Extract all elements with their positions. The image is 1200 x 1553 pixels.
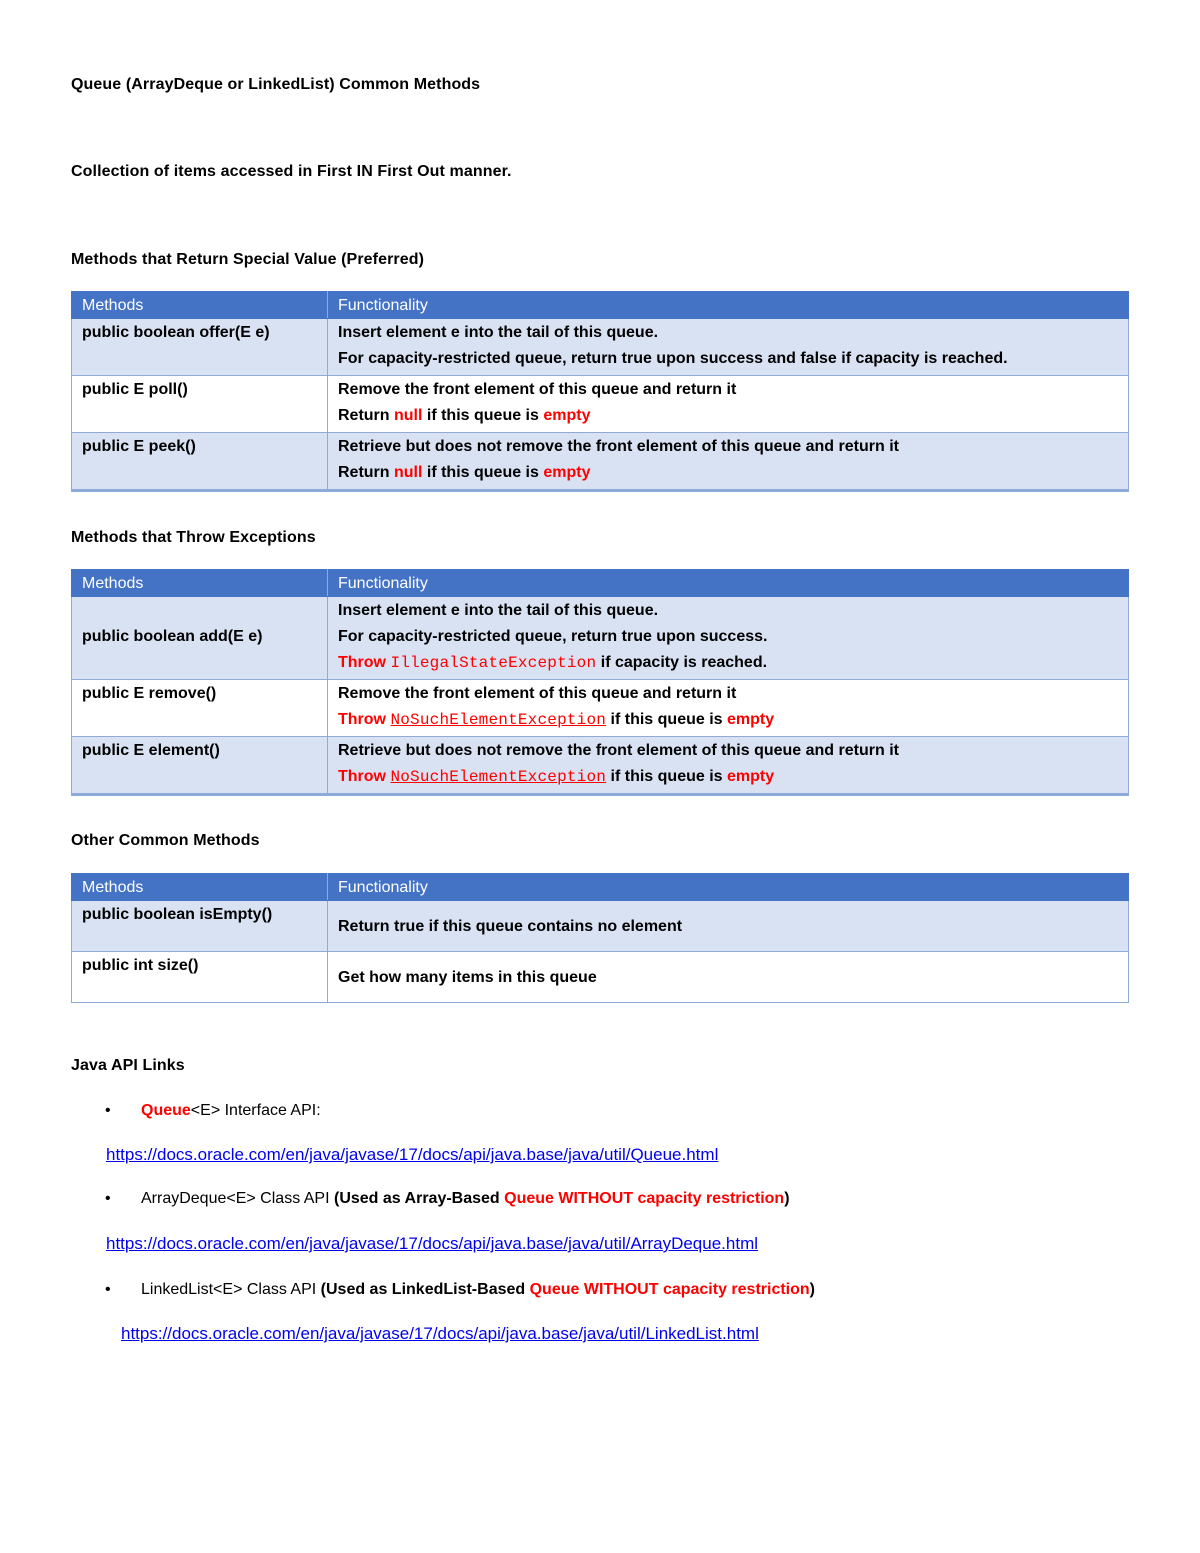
method-functionality <box>328 737 1129 795</box>
text: LinkedList<E> Class API <box>141 1281 321 1298</box>
text: Return <box>338 464 394 481</box>
exception-link[interactable]: NoSuchElementException <box>390 768 607 786</box>
queue-highlight: Queue <box>141 1102 191 1119</box>
bullet-icon: • <box>105 1102 111 1119</box>
table-row <box>72 737 1129 795</box>
method-signature: public E peek() <box>72 433 328 491</box>
functionality-line: Retrieve but does not remove the front element of this queue and return it <box>338 742 899 759</box>
exceptions-heading: Methods that Throw Exceptions <box>71 529 316 546</box>
text: if this queue is <box>606 711 727 728</box>
functionality-line <box>338 460 1118 486</box>
text: if this queue is <box>422 407 544 424</box>
table-row <box>72 952 1129 1003</box>
api-links-heading: Java API Links <box>71 1057 185 1074</box>
document-title: Queue (ArrayDeque or LinkedList) Common Methods <box>71 76 481 93</box>
column-header-functionality: Functionality <box>328 874 1129 901</box>
functionality-line: For capacity-restricted queue, return true upon success and false if capacity is reached. <box>338 350 1008 367</box>
document-description: Collection of items accessed in First IN First Out manner. <box>71 163 512 180</box>
method-functionality <box>328 433 1129 491</box>
table-row <box>72 680 1129 737</box>
other-methods-table <box>71 873 1129 1003</box>
table-row <box>72 597 1129 680</box>
empty-highlight: empty <box>543 464 591 481</box>
list-item-arraydeque <box>105 1190 790 1208</box>
text: ) <box>809 1281 815 1298</box>
method-functionality: Get how many items in this queue <box>328 952 1129 1003</box>
text: (Used as LinkedList-Based <box>320 1281 530 1298</box>
text: Return <box>338 407 394 424</box>
null-highlight: null <box>394 464 423 481</box>
capacity-highlight: Queue WITHOUT capacity restriction <box>529 1281 810 1298</box>
text: if this queue is <box>606 768 727 785</box>
functionality-line: Insert element e into the tail of this queue. <box>338 602 659 619</box>
bullet-icon: • <box>105 1281 111 1298</box>
method-functionality <box>328 376 1129 433</box>
text: ArrayDeque<E> Class API <box>141 1190 334 1207</box>
special-value-table <box>71 291 1129 492</box>
functionality-line <box>338 707 1118 733</box>
list-item-linkedlist <box>105 1281 815 1299</box>
method-functionality <box>328 680 1129 737</box>
list-item-queue <box>105 1102 321 1120</box>
table-row <box>72 433 1129 491</box>
method-signature: public E remove() <box>72 680 328 737</box>
exception-name: IllegalStateException <box>390 654 597 672</box>
method-signature: public boolean isEmpty() <box>72 901 328 952</box>
functionality-line: Insert element e into the tail of this queue. <box>338 324 659 341</box>
functionality-line: Remove the front element of this queue and return it <box>338 381 737 398</box>
method-signature: public E element() <box>72 737 328 795</box>
text: (Used as Array-Based <box>333 1190 505 1207</box>
functionality-line <box>338 764 1118 790</box>
arraydeque-api-link[interactable]: https://docs.oracle.com/en/java/javase/17/docs/api/java.base/java/util/ArrayDeque.html <box>106 1234 759 1253</box>
empty-highlight: empty <box>727 768 775 785</box>
functionality-line <box>338 403 1118 429</box>
column-header-methods: Methods <box>72 874 328 901</box>
column-header-functionality: Functionality <box>328 292 1129 319</box>
method-functionality: Return true if this queue contains no element <box>328 901 1129 952</box>
table-row <box>72 901 1129 952</box>
functionality-line: For capacity-restricted queue, return true upon success. <box>338 628 768 645</box>
table-row <box>72 376 1129 433</box>
method-functionality <box>328 319 1129 376</box>
text: ) <box>784 1190 790 1207</box>
capacity-highlight: Queue WITHOUT capacity restriction <box>504 1190 785 1207</box>
bullet-icon: • <box>105 1190 111 1207</box>
throw-keyword: Throw <box>338 654 386 671</box>
throw-keyword: Throw <box>338 711 386 728</box>
text: if capacity is reached. <box>596 654 768 671</box>
exceptions-table <box>71 569 1129 796</box>
empty-highlight: empty <box>543 407 591 424</box>
text: <E> Interface API: <box>190 1102 321 1119</box>
method-signature: public E poll() <box>72 376 328 433</box>
method-signature: public boolean add(E e) <box>72 597 328 680</box>
column-header-functionality: Functionality <box>328 570 1129 597</box>
other-methods-heading: Other Common Methods <box>71 832 260 849</box>
throw-keyword: Throw <box>338 768 386 785</box>
text: if this queue is <box>422 464 544 481</box>
method-functionality <box>328 597 1129 680</box>
column-header-methods: Methods <box>72 570 328 597</box>
functionality-line: Retrieve but does not remove the front element of this queue and return it <box>338 438 899 455</box>
table-row <box>72 319 1129 376</box>
queue-api-link[interactable]: https://docs.oracle.com/en/java/javase/17/docs/api/java.base/java/util/Queue.html <box>106 1145 719 1164</box>
null-highlight: null <box>394 407 423 424</box>
exception-link[interactable]: NoSuchElementException <box>390 711 607 729</box>
method-signature: public int size() <box>72 952 328 1003</box>
linkedlist-api-link[interactable]: https://docs.oracle.com/en/java/javase/17/docs/api/java.base/java/util/LinkedList.html <box>121 1324 759 1343</box>
method-signature: public boolean offer(E e) <box>72 319 328 376</box>
empty-highlight: empty <box>727 711 775 728</box>
special-value-heading: Methods that Return Special Value (Preferred) <box>71 251 425 268</box>
column-header-methods: Methods <box>72 292 328 319</box>
functionality-line <box>338 650 1118 676</box>
functionality-line: Remove the front element of this queue and return it <box>338 685 737 702</box>
